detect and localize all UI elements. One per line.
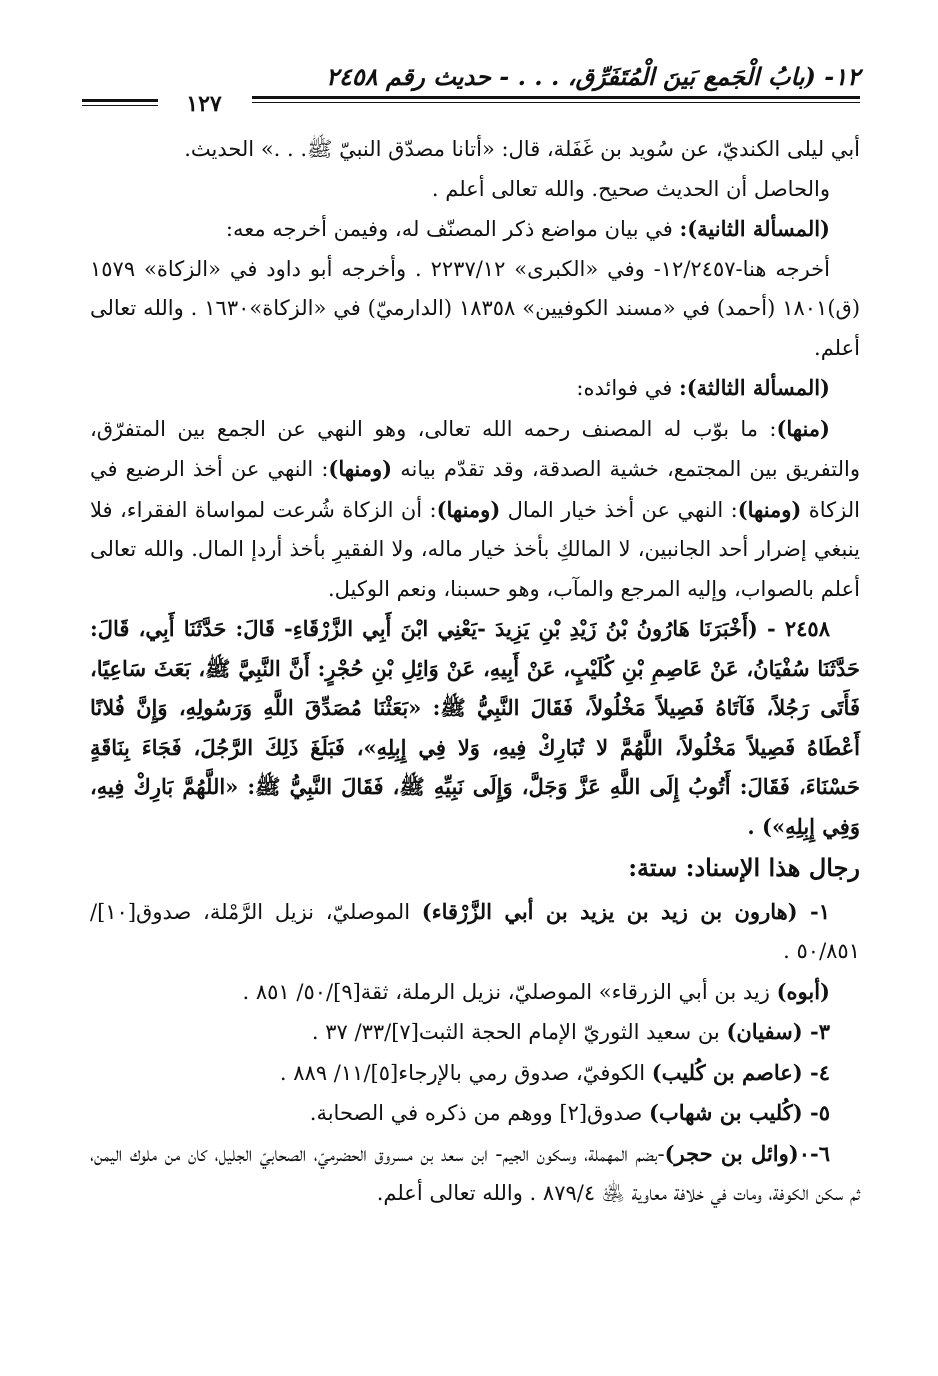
page-body [90,130,860,1214]
benefits-paragraph [90,409,860,610]
narrator-4-info: الكوفيّ، صدوق رمي بالإرجاء[٥]/١١/ ٨٨٩ . [279,1060,652,1085]
issue-two-label: (المسألة الثانية): [679,216,830,241]
narrator-5-info: صدوق[٢] ووهم من ذكره في الصحابة. [309,1101,650,1125]
issue-three-text: في فوائده: [576,376,679,400]
narrator-2-info: زيد بن أبي الزرقاء» الموصليّ، نزيل الرملة، ثقة[٩]/٥٠/ ٨٥١ . [242,979,777,1004]
header-rule-left-thick [82,99,158,102]
narrator-6-info: -بضم المهملة، وسكون الجيم- ابن سعد بن مسروق الحضرميّ، الصحابيّ الجليل، كان من ملوك اليمن، ثم سكن الكوفة، ومات في خلافة معاوية ﵁ ٨٧٩/٤ . والله تعالى أعلم. [90,1141,860,1205]
issue-two-heading [90,209,860,250]
page-number: ١٢٧ [186,91,222,117]
paragraph-intro: أبي ليلى الكنديّ، عن سُويد بن غَفَلة، قال: «أتانا مصدّق النبيّ ﷺ. . .» الحديث. [184,137,860,161]
narrator-3-info: بن سعيد الثوريّ الإمام الحجة الثبت[٧]/٣٣/ ٣٧ . [311,1020,727,1044]
benefit-marker-3: (ومنها) [737,496,802,522]
narrator-5-name: ٥- (كُليب بن شهاب) [649,1100,830,1125]
benefit-text-3: : النهي عن أخذ خيار المال [500,497,738,522]
narrator-1-name: ١- (هارون بن زيد بن يزيد بن أبي الزَّرْقاء) [421,898,830,924]
header-title: ١٢- (بابُ الْجَمع بَينَ الْمُتَفَرِّق، . . . - حديث رقم ٢٤٥٨ [325,62,860,91]
narrator-3 [90,1012,860,1053]
header-rule-left-thin [82,105,158,106]
benefit-marker-2: (ومنها) [328,456,393,481]
benefit-text-2: : النهي عن أخذ الرضيع في الزكاة [90,457,860,522]
narrator-6 [90,1134,860,1214]
benefit-marker-4: (ومنها) [436,496,501,522]
running-header [82,58,860,120]
narrator-6-name: ٦-٠(وائل بن حجر) [664,1140,830,1166]
narrator-1 [90,892,860,972]
narrator-1-info: الموصليّ، نزيل الرَّمْلة، صدوق[١٠]/٥٠/٨٥١ . [90,899,860,963]
narrator-4 [90,1053,860,1094]
benefit-marker-1: (منها) [776,415,830,441]
issue-two-paragraph: أخرجه هنا-١٢/٢٤٥٧- وفي «الكبرى» ٢٢٣٧/١٢ . وأخرجه أبو داود في «الزكاة» ١٥٧٩ (ق)١٨٠١ (أحمد) في «مسند الكوفيين» ١٨٣٥٨ (الدارميّ) في «الزكاة»١٦٣٠ . والله تعالى أعلم. [90,256,861,360]
header-rule-thin [252,102,860,103]
benefit-text-1: : ما بوّب له المصنف رحمه الله تعالى، وهو النهي عن الجمع بين المتفرّق، والتفريق بين المجتمع، خشية الصدقة، وقد تقدّم بيانه [90,416,860,481]
benefit-text-4: : أن الزكاة شُرعت لمواساة الفقراء، فلا ينبغي إضرار أحد الجانبين، لا المالكِ بأخذ خيار ماله، ولا الفقيرِ بأخذ أردإ المال. والله تعالى أعلم بالصواب، وإليه المرجع والمآب، وهو حسبنا، ونعم الوكيل. [90,497,860,601]
narrator-3-name: ٣- (سفيان) [726,1019,830,1044]
issue-three-label: (المسألة الثالثة): [678,375,830,400]
narrator-2-name: (أبوه) [776,978,830,1004]
paragraph-conclusion: والحاصل أن الحديث صحيح. والله تعالى أعلم . [431,176,830,201]
narrator-5 [90,1093,860,1134]
issue-two-text: في بيان مواضع ذكر المصنّف له، وفيمن أخرجه معه: [225,217,680,241]
header-rule-thick [252,96,860,99]
hadith-2458: ٢٤٥٨ - (أَخْبَرَنَا هَارُونُ بْنُ زَيْدِ بْنِ يَزِيدَ -يَعْنِي ابْنَ أَبِي الزَّرْقَاءِ- قَالَ: حَدَّثَنَا أَبِي، قَالَ: حَدَّثَنَا سُفْيَانُ، عَنْ عَاصِمِ بْنِ كُلَيْبٍ، عَنْ أَبِيهِ، عَنْ وَائِلِ بْنِ حُجْرٍ: أَنَّ النَّبِيَّ ﷺ، بَعَثَ سَاعِيًا، فَأَتَى رَجُلاً، فَآتَاهُ فَصِيلاً مَخْلُولاً، فَقَالَ النَّبِيُّ ﷺ: «بَعَثْنَا مُصَدِّقَ اللَّهِ وَرَسُولِهِ، وَإِنَّ فُلانًا أَعْطَاهُ فَصِيلاً مَخْلُولاً، اللَّهُمَّ لا تُبَارِكْ فِيهِ، وَلا فِي إِبِلِهِ»، فَبَلَغَ ذَلِكَ الرَّجُلَ، فَجَاءَ بِنَاقَةٍ حَسْنَاءَ، فَقَالَ: أَتُوبُ إِلَى اللَّهِ عَزَّ وَجَلَّ، وَإِلَى نَبِيِّهِ ﷺ، فَقَالَ النَّبِيُّ ﷺ: «اللَّهُمَّ بَارِكْ فِيهِ، وَفِي إِبِلِهِ») . [90,616,860,839]
narrator-2 [90,972,860,1013]
issue-three-heading [90,368,860,409]
narrator-4-name: ٤- (عاصم بن كُليب) [651,1059,830,1085]
narrators-heading: رجال هذا الإسناد: ستة: [628,853,860,882]
